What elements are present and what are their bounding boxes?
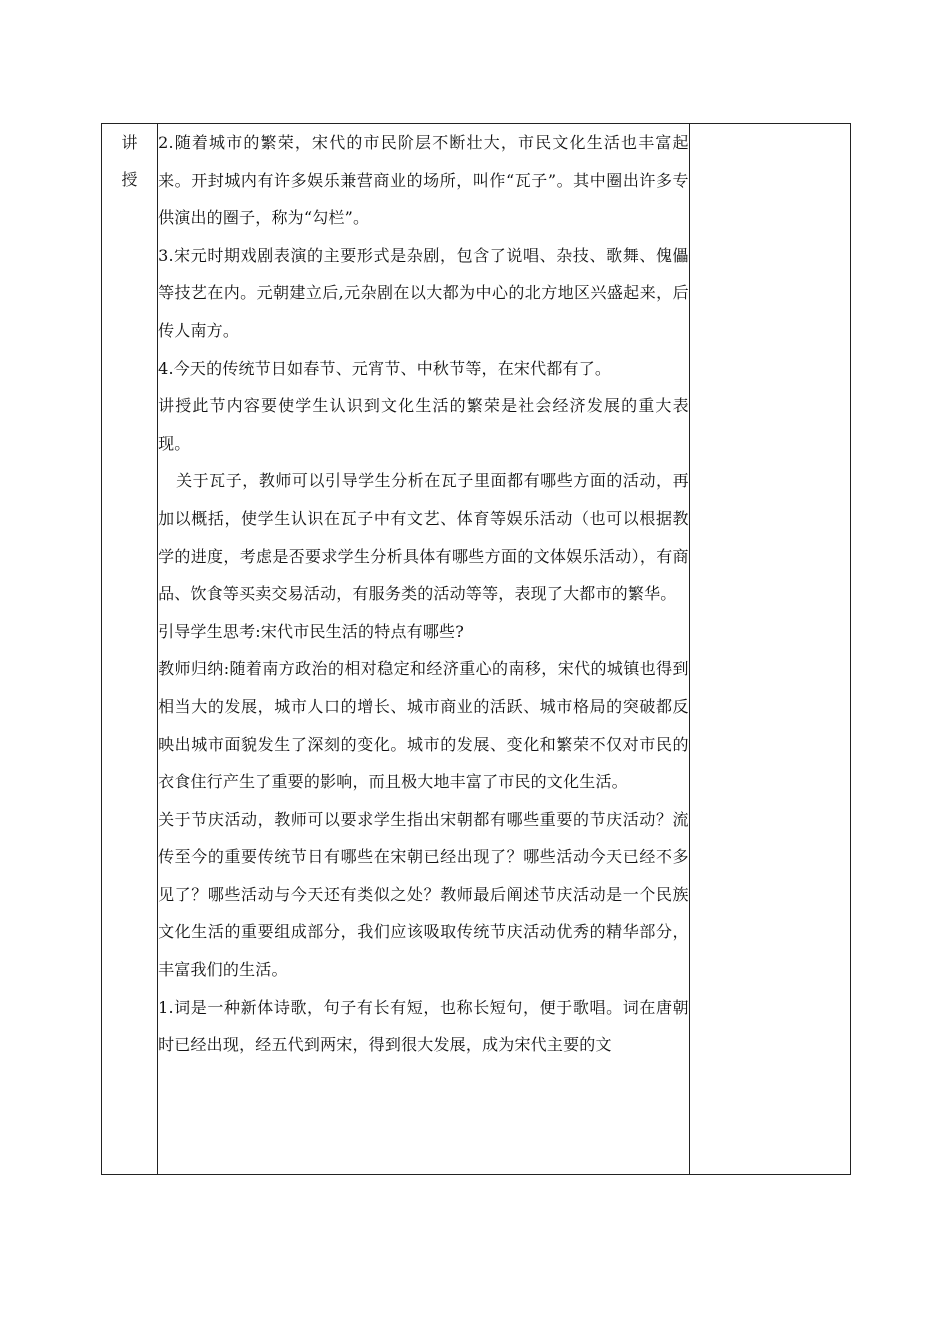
- lesson-plan-table: [101, 123, 851, 1175]
- content-paragraph: 教师归纳:随着南方政治的相对稳定和经济重心的南移，宋代的城镇也得到相当大的发展，城市人口的增长、城市商业的活跃、城市格局的突破都反映出城市面貌发生了深刻的变化。城市的发展、变化和繁荣不仅对市民的衣食住行产生了重要的影响，而且极大地丰富了市民的文化生活。: [158, 659, 689, 792]
- content-paragraph: 4.今天的传统节日如春节、元宵节、中秋节等，在宋代都有了。: [158, 358, 612, 378]
- content-paragraph: 关于瓦子，教师可以引导学生分析在瓦子里面都有哪些方面的活动，再加以概括，使学生认识在瓦子中有文艺、体育等娱乐活动（也可以根据教学的进度，考虑是否要求学生分析具体有哪些方面的文体娱乐活动），有商品、饮食等买卖交易活动，有服务类的活动等等，表现了大都市的繁华。: [158, 471, 689, 604]
- notes-cell: [689, 124, 850, 1175]
- table-row: [102, 124, 851, 1175]
- section-label-char: 讲: [121, 133, 138, 152]
- section-label-char: 授: [121, 170, 138, 189]
- section-label-cell: [102, 124, 158, 1175]
- lesson-content-cell: [158, 124, 690, 1175]
- content-paragraph: 3.宋元时期戏剧表演的主要形式是杂剧，包含了说唱、杂技、歌舞、傀儡等技艺在内。元朝建立后,元杂剧在以大都为中心的北方地区兴盛起来，后传人南方。: [158, 245, 689, 340]
- content-paragraph: 讲授此节内容要使学生认识到文化生活的繁荣是社会经济发展的重大表现。: [158, 396, 689, 453]
- content-paragraph: 2.随着城市的繁荣，宋代的市民阶层不断壮大，市民文化生活也丰富起来。开封城内有许多娱乐兼营商业的场所，叫作“瓦子”。其中圈出许多专供演出的圈子，称为“勾栏”。: [158, 133, 689, 228]
- content-paragraph: 引导学生思考:宋代市民生活的特点有哪些?: [158, 621, 465, 641]
- content-paragraph: 关于节庆活动，教师可以要求学生指出宋朝都有哪些重要的节庆活动？流传至今的重要传统节日有哪些在宋朝已经出现了？哪些活动今天已经不多见了？哪些活动与今天还有类似之处？教师最后阐述节庆活动是一个民族文化生活的重要组成部分，我们应该吸取传统节庆活动优秀的精华部分，丰富我们的生活。: [158, 809, 689, 980]
- content-paragraph: 1.词是一种新体诗歌，句子有长有短，也称长短句，便于歌唱。词在唐朝时已经出现，经五代到两宋，得到很大发展，成为宋代主要的文: [158, 997, 689, 1055]
